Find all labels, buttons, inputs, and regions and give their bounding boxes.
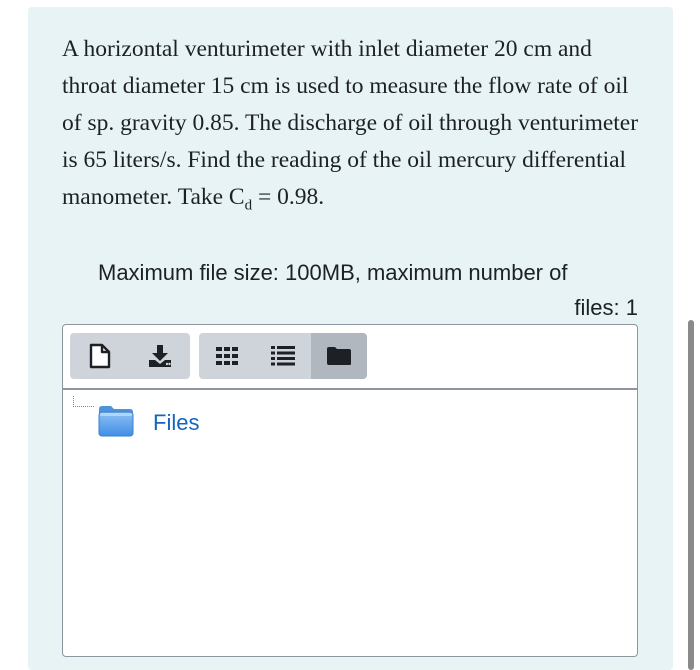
add-file-button[interactable]	[70, 333, 130, 379]
question-body: A horizontal venturimeter with inlet diameter 20 cm and throat diameter 15 cm is used to measure the flow rate of oil of sp. gravity 0.85. The discharge of oil through venturimeter is 65 liters/s. Find the reading of the oil mercury differential manometer. Take C	[62, 36, 639, 210]
view-icons-button[interactable]	[199, 333, 255, 379]
view-mode-group	[199, 333, 367, 379]
folder-files-label[interactable]: Files	[153, 410, 200, 435]
list-icon	[271, 346, 295, 366]
question-text	[62, 31, 652, 216]
folder-icon	[326, 346, 352, 366]
download-icon	[147, 344, 173, 368]
view-list-button[interactable]	[255, 333, 311, 379]
grid-icon	[216, 347, 238, 365]
question-suffix: = 0.98.	[252, 184, 325, 210]
filemanager-toolbar	[62, 324, 638, 389]
view-tree-button[interactable]	[311, 333, 367, 379]
tree-guide-line	[73, 396, 94, 407]
upload-limits-line1: Maximum file size: 100MB, maximum number of	[98, 260, 568, 285]
upload-limits	[98, 255, 638, 325]
page-scrollbar[interactable]	[688, 320, 694, 670]
file-actions-group	[70, 333, 190, 379]
filemanager-content[interactable]	[62, 389, 638, 657]
question-panel	[28, 7, 673, 670]
blue-folder-icon	[97, 404, 135, 438]
question-subscript: d	[244, 197, 253, 214]
folder-files[interactable]	[97, 404, 199, 438]
upload-limits-line2: files: 1	[574, 295, 638, 320]
file-icon	[89, 343, 111, 369]
download-button[interactable]	[130, 333, 190, 379]
